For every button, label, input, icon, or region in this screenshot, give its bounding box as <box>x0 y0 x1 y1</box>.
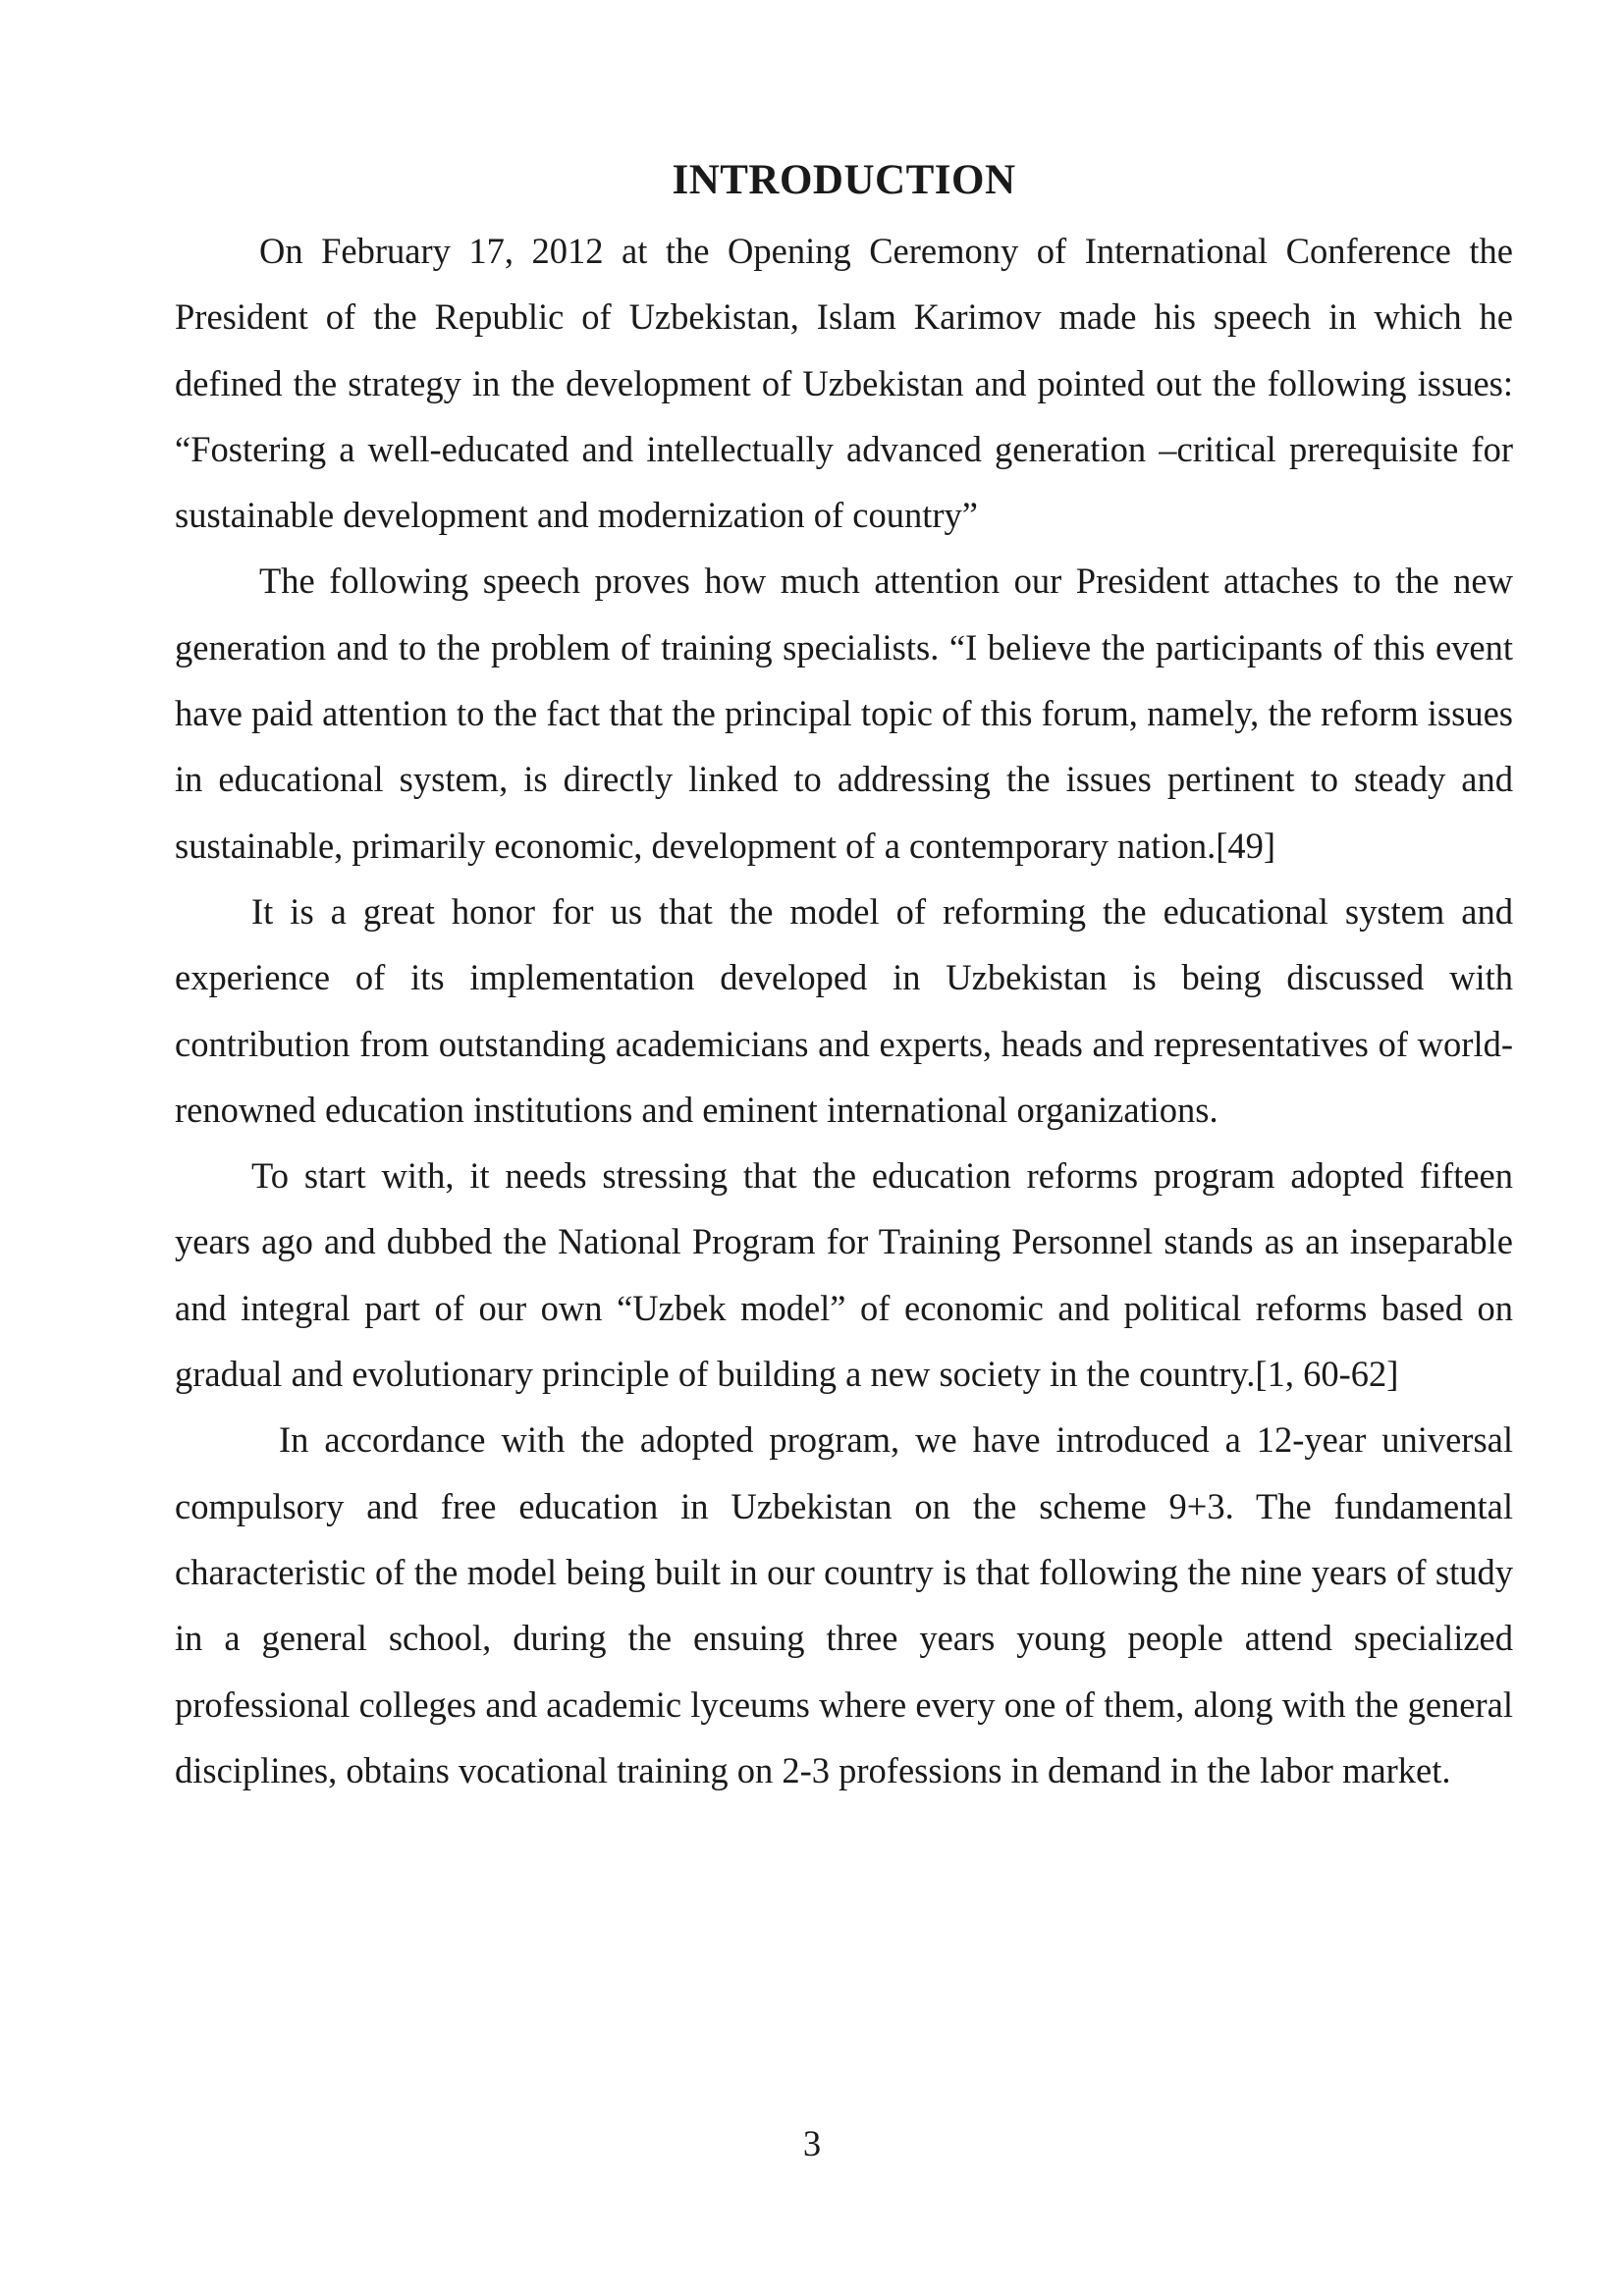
paragraph-great-honor: It is a great honor for us that the model of reforming the educational system and experience of its implementation developed in Uzbekistan is being discussed with contribution from outstanding academicians and experts, heads and representatives of world-renowned education institutions and eminent international organizations. <box>175 890 1513 1130</box>
paragraph-president-speech: The following speech proves how much attention our President attaches to the new generation and to the problem of training specialists. “I believe the participants of this event have paid attention to the fact that the principal topic of this forum, namely, the reform issues in educational system, is directly linked to addressing the issues pertinent to steady and sustainable, primarily economic, development of a contemporary nation.[49] <box>175 561 1513 866</box>
paragraph-adopted-program: In accordance with the adopted program, we have introduced a 12-year universal compulsory and free education in Uzbekistan on the scheme 9+3. The fundamental characteristic of the model being built in our country is that following the nine years of study in a general school, during the ensuing three years young people attend specialized professional colleges and academic lyceums where every one of them, along with the general disciplines, obtains vocational training on 2-3 professions in demand in the labor market. <box>175 1419 1513 1790</box>
page-content <box>175 143 1513 1803</box>
paragraph-reforms-program: To start with, it needs stressing that the education reforms program adopted fifteen years ago and dubbed the National Program for Training Personnel stands as an inseparable and integral part of our own “Uzbek model” of economic and political reforms based on gradual and evolutionary principle of building a new society in the country.[1, 60-62] <box>175 1155 1513 1395</box>
page-number: 3 <box>802 2123 822 2163</box>
paragraph-opening-ceremony: On February 17, 2012 at the Opening Ceremony of International Conference the President of the Republic of Uzbekistan, Islam Karimov made his speech in which he defined the strategy in the development of Uzbekistan and pointed out the following issues: “Fostering a well-educated and intellectually advanced generation –critical prerequisite for sustainable development and modernization of country” <box>175 231 1513 536</box>
page-title: INTRODUCTION <box>672 157 1016 203</box>
